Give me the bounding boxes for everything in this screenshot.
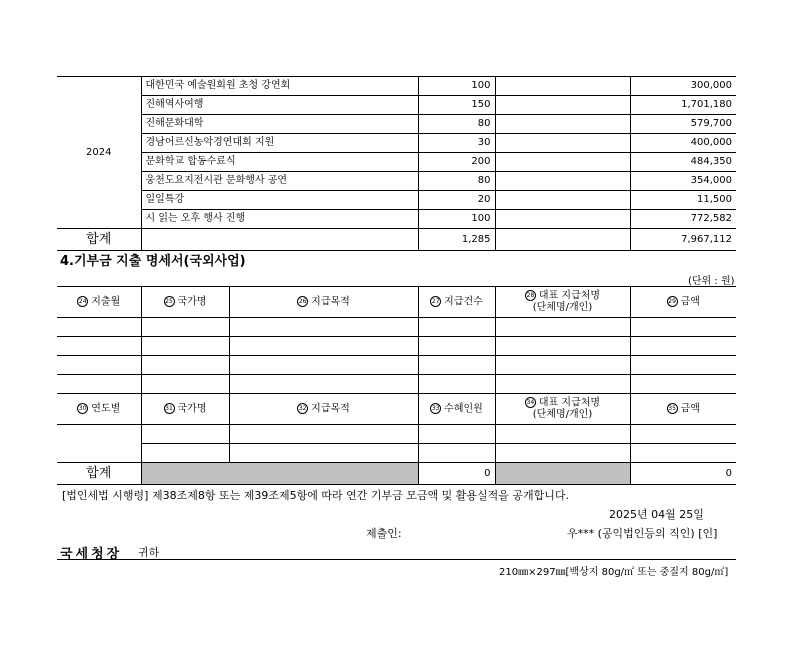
header-amount: 29 금액 bbox=[630, 287, 736, 318]
recipient-cell bbox=[495, 115, 630, 134]
honorific: 귀하 bbox=[138, 546, 160, 559]
table-row bbox=[57, 444, 736, 463]
total-recipient-cell bbox=[495, 229, 630, 251]
header-expense-month: 24 지출월 bbox=[57, 287, 141, 318]
table-row bbox=[57, 172, 736, 191]
recipient-cell bbox=[495, 191, 630, 210]
amount-cell: 772,582 bbox=[630, 210, 736, 229]
count-cell: 80 bbox=[418, 172, 495, 191]
total-row bbox=[57, 463, 736, 485]
table-row bbox=[57, 318, 736, 337]
shaded-cell bbox=[141, 463, 418, 485]
submitter: 우*** (공익법인등의 직인) [인] bbox=[567, 527, 718, 540]
header-recipient: 34 대표 지급처명 (단체명/개인) bbox=[495, 394, 630, 425]
overseas-expenditure-table bbox=[57, 286, 736, 485]
table-row bbox=[57, 153, 736, 172]
amount-cell: 1,701,180 bbox=[630, 96, 736, 115]
header-year: 30 연도별 bbox=[57, 394, 141, 425]
count-cell: 100 bbox=[418, 77, 495, 96]
amount-cell: 11,500 bbox=[630, 191, 736, 210]
submission-date: 2025년 04월 25일 bbox=[609, 508, 704, 521]
amount-cell: 579,700 bbox=[630, 115, 736, 134]
section-title: 4.기부금 지출 명세서(국외사업) bbox=[60, 254, 246, 269]
recipient-cell bbox=[495, 153, 630, 172]
purpose-cell: 진해문화대학 bbox=[141, 115, 418, 134]
purpose-cell: 경남어르신농악경연대회 지원 bbox=[141, 134, 418, 153]
total-label: 합계 bbox=[57, 229, 141, 251]
purpose-cell: 일일특강 bbox=[141, 191, 418, 210]
divider bbox=[57, 559, 736, 560]
count-cell: 200 bbox=[418, 153, 495, 172]
total-row bbox=[57, 229, 736, 251]
table-row bbox=[57, 375, 736, 394]
total-amount: 0 bbox=[630, 463, 736, 485]
recipient-title: 국세청장 bbox=[60, 547, 123, 562]
count-cell: 20 bbox=[418, 191, 495, 210]
table-row bbox=[57, 210, 736, 229]
recipient-cell bbox=[495, 210, 630, 229]
count-cell: 30 bbox=[418, 134, 495, 153]
total-purpose-cell bbox=[141, 229, 418, 251]
header-beneficiaries: 33 수혜인원 bbox=[418, 394, 495, 425]
table-row bbox=[57, 425, 736, 444]
purpose-cell: 대한민국 예술원회원 초청 강연회 bbox=[141, 77, 418, 96]
table-row bbox=[57, 134, 736, 153]
header-country: 31 국가명 bbox=[141, 394, 229, 425]
header-purpose: 32 지급목적 bbox=[229, 394, 418, 425]
shaded-cell bbox=[495, 463, 630, 485]
table-row bbox=[57, 115, 736, 134]
count-cell: 80 bbox=[418, 115, 495, 134]
purpose-cell: 웅천도요지전시관 문화행사 공연 bbox=[141, 172, 418, 191]
amount-cell: 300,000 bbox=[630, 77, 736, 96]
donation-usage-table bbox=[57, 76, 736, 251]
total-count: 1,285 bbox=[418, 229, 495, 251]
recipient-cell bbox=[495, 134, 630, 153]
recipient-cell bbox=[495, 96, 630, 115]
recipient-cell bbox=[495, 172, 630, 191]
header-count: 27 지급건수 bbox=[418, 287, 495, 318]
header-row bbox=[57, 394, 736, 425]
amount-cell: 354,000 bbox=[630, 172, 736, 191]
paper-spec: 210㎜×297㎜[백상지 80g/㎡ 또는 중질지 80g/㎡] bbox=[499, 567, 729, 578]
submitter-label: 제출인: bbox=[366, 527, 402, 540]
year-cell: 2024 bbox=[57, 77, 141, 229]
purpose-cell: 시 읽는 오후 행사 진행 bbox=[141, 210, 418, 229]
legal-notice: [법인세법 시행령] 제38조제8항 또는 제39조제5항에 따라 연간 기부금 모금액 및 활용실적을 공개합니다. bbox=[62, 489, 569, 502]
table-row bbox=[57, 191, 736, 210]
total-amount: 7,967,112 bbox=[630, 229, 736, 251]
table-row bbox=[57, 356, 736, 375]
count-cell: 150 bbox=[418, 96, 495, 115]
purpose-cell: 진해역사여행 bbox=[141, 96, 418, 115]
count-cell: 100 bbox=[418, 210, 495, 229]
purpose-cell: 문화학교 합동수료식 bbox=[141, 153, 418, 172]
amount-cell: 484,350 bbox=[630, 153, 736, 172]
header-purpose: 26 지급목적 bbox=[229, 287, 418, 318]
table-row bbox=[57, 77, 736, 96]
total-count: 0 bbox=[418, 463, 495, 485]
table-row bbox=[57, 337, 736, 356]
header-country: 25 국가명 bbox=[141, 287, 229, 318]
unit-label: (단위 : 원) bbox=[688, 276, 735, 287]
amount-cell: 400,000 bbox=[630, 134, 736, 153]
header-row bbox=[57, 287, 736, 318]
recipient-cell bbox=[495, 77, 630, 96]
header-recipient: 28 대표 지급처명 (단체명/개인) bbox=[495, 287, 630, 318]
total-label: 합계 bbox=[57, 463, 141, 485]
table-row bbox=[57, 96, 736, 115]
header-amount: 35 금액 bbox=[630, 394, 736, 425]
